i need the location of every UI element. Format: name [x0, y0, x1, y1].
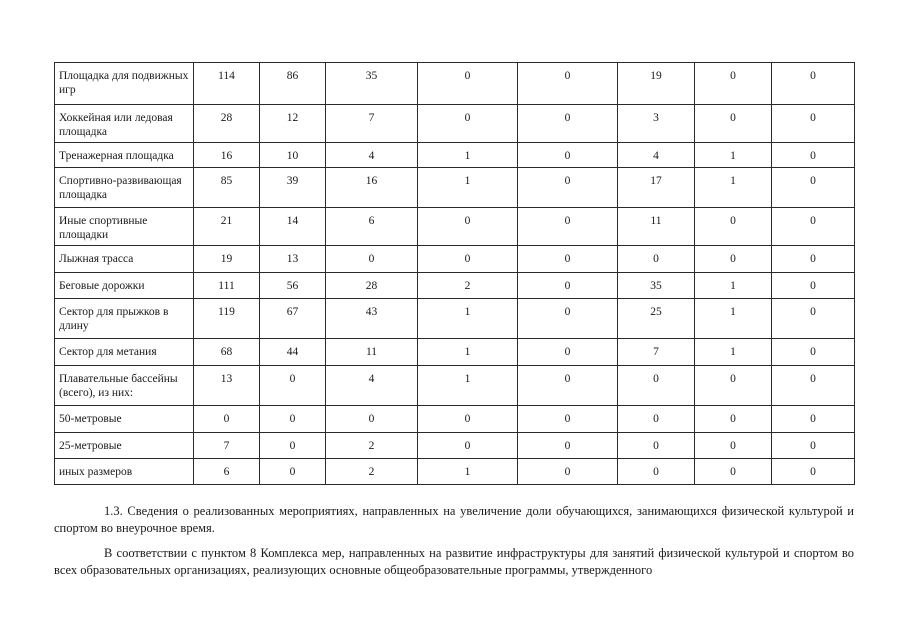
value-cell: 0 [518, 208, 618, 246]
facility-name-cell: Площадка для подвижных игр [55, 63, 194, 105]
value-cell: 16 [194, 143, 260, 168]
value-cell: 0 [618, 366, 695, 406]
value-cell: 0 [260, 433, 326, 459]
value-cell: 25 [618, 299, 695, 339]
value-cell: 7 [194, 433, 260, 459]
value-cell: 0 [772, 459, 855, 485]
value-cell: 13 [194, 366, 260, 406]
value-cell: 0 [772, 273, 855, 299]
value-cell: 86 [260, 63, 326, 105]
value-cell: 119 [194, 299, 260, 339]
table-row [55, 459, 855, 485]
value-cell: 39 [260, 168, 326, 208]
value-cell: 0 [772, 433, 855, 459]
value-cell: 0 [772, 168, 855, 208]
value-cell: 0 [518, 459, 618, 485]
facility-name-cell: Плавательные бассейны (всего), из них: [55, 366, 194, 406]
value-cell: 0 [695, 63, 772, 105]
facility-name-cell: Сектор для прыжков в длину [55, 299, 194, 339]
value-cell: 0 [518, 406, 618, 433]
facility-name-cell: Спортивно-развивающая площадка [55, 168, 194, 208]
value-cell: 0 [518, 246, 618, 273]
value-cell: 1 [695, 143, 772, 168]
value-cell: 13 [260, 246, 326, 273]
table-row [55, 339, 855, 366]
value-cell: 0 [772, 299, 855, 339]
value-cell: 0 [326, 246, 418, 273]
value-cell: 28 [326, 273, 418, 299]
value-cell: 11 [618, 208, 695, 246]
value-cell: 0 [418, 433, 518, 459]
value-cell: 1 [418, 339, 518, 366]
value-cell: 0 [518, 433, 618, 459]
value-cell: 12 [260, 105, 326, 143]
value-cell: 0 [618, 459, 695, 485]
value-cell: 4 [618, 143, 695, 168]
table-row [55, 366, 855, 406]
value-cell: 0 [418, 208, 518, 246]
value-cell: 4 [326, 143, 418, 168]
value-cell: 1 [418, 168, 518, 208]
table-row [55, 208, 855, 246]
value-cell: 3 [618, 105, 695, 143]
facility-name-cell: Иные спортивные площадки [55, 208, 194, 246]
value-cell: 0 [326, 406, 418, 433]
value-cell: 1 [695, 299, 772, 339]
value-cell: 4 [326, 366, 418, 406]
value-cell: 0 [695, 433, 772, 459]
table-row [55, 433, 855, 459]
facility-name-cell: Лыжная трасса [55, 246, 194, 273]
value-cell: 0 [772, 366, 855, 406]
value-cell: 0 [772, 246, 855, 273]
facility-name-cell: Хоккейная или ледовая площадка [55, 105, 194, 143]
value-cell: 0 [518, 143, 618, 168]
value-cell: 114 [194, 63, 260, 105]
value-cell: 0 [772, 143, 855, 168]
value-cell: 11 [326, 339, 418, 366]
value-cell: 2 [326, 459, 418, 485]
section-paragraph-measures: В соответствии с пунктом 8 Комплекса мер, направленных на развитие инфраструктуры для занятий физической культурой и спортом во всех образовательных организациях, реализующих основные общеобразовательные программы, утвержденного [54, 546, 854, 577]
value-cell: 0 [618, 433, 695, 459]
value-cell: 2 [326, 433, 418, 459]
value-cell: 0 [772, 406, 855, 433]
value-cell: 0 [418, 105, 518, 143]
value-cell: 68 [194, 339, 260, 366]
value-cell: 0 [695, 246, 772, 273]
value-cell: 0 [260, 366, 326, 406]
facility-name-cell: Тренажерная площадка [55, 143, 194, 168]
value-cell: 0 [695, 459, 772, 485]
section-paragraph-1-3: 1.3. Сведения о реализованных мероприятиях, направленных на увеличение доли обучающихся, занимающихся физической культурой и спортом во внеурочное время. [54, 504, 854, 535]
value-cell: 0 [772, 339, 855, 366]
facility-name-cell: Беговые дорожки [55, 273, 194, 299]
facility-name-cell: 50-метровые [55, 406, 194, 433]
value-cell: 0 [518, 105, 618, 143]
value-cell: 0 [518, 168, 618, 208]
value-cell: 56 [260, 273, 326, 299]
value-cell: 1 [695, 168, 772, 208]
value-cell: 35 [618, 273, 695, 299]
value-cell: 0 [518, 339, 618, 366]
value-cell: 0 [695, 208, 772, 246]
value-cell: 0 [260, 459, 326, 485]
table-row [55, 168, 855, 208]
value-cell: 0 [772, 208, 855, 246]
facility-name-cell: 25-метровые [55, 433, 194, 459]
value-cell: 44 [260, 339, 326, 366]
value-cell: 28 [194, 105, 260, 143]
value-cell: 0 [518, 273, 618, 299]
value-cell: 14 [260, 208, 326, 246]
value-cell: 0 [194, 406, 260, 433]
value-cell: 6 [326, 208, 418, 246]
facility-name-cell: Сектор для метания [55, 339, 194, 366]
value-cell: 67 [260, 299, 326, 339]
value-cell: 1 [418, 459, 518, 485]
table-row [55, 273, 855, 299]
value-cell: 1 [418, 143, 518, 168]
table-row [55, 299, 855, 339]
value-cell: 0 [518, 63, 618, 105]
value-cell: 1 [695, 339, 772, 366]
value-cell: 0 [772, 105, 855, 143]
table-row [55, 143, 855, 168]
value-cell: 0 [695, 406, 772, 433]
value-cell: 0 [418, 406, 518, 433]
table-row [55, 406, 855, 433]
value-cell: 0 [618, 246, 695, 273]
value-cell: 85 [194, 168, 260, 208]
value-cell: 0 [695, 105, 772, 143]
value-cell: 1 [418, 299, 518, 339]
value-cell: 2 [418, 273, 518, 299]
value-cell: 1 [695, 273, 772, 299]
table-body [55, 63, 855, 485]
value-cell: 0 [260, 406, 326, 433]
value-cell: 7 [326, 105, 418, 143]
value-cell: 19 [618, 63, 695, 105]
value-cell: 10 [260, 143, 326, 168]
value-cell: 21 [194, 208, 260, 246]
table-row [55, 105, 855, 143]
value-cell: 6 [194, 459, 260, 485]
value-cell: 43 [326, 299, 418, 339]
value-cell: 7 [618, 339, 695, 366]
facility-name-cell: иных размеров [55, 459, 194, 485]
value-cell: 0 [695, 366, 772, 406]
value-cell: 0 [418, 63, 518, 105]
table-row [55, 63, 855, 105]
sports-facilities-table [54, 62, 855, 485]
value-cell: 35 [326, 63, 418, 105]
value-cell: 0 [772, 63, 855, 105]
value-cell: 16 [326, 168, 418, 208]
value-cell: 17 [618, 168, 695, 208]
value-cell: 0 [518, 366, 618, 406]
value-cell: 111 [194, 273, 260, 299]
value-cell: 0 [418, 246, 518, 273]
table-row [55, 246, 855, 273]
value-cell: 0 [618, 406, 695, 433]
value-cell: 19 [194, 246, 260, 273]
value-cell: 0 [518, 299, 618, 339]
value-cell: 1 [418, 366, 518, 406]
